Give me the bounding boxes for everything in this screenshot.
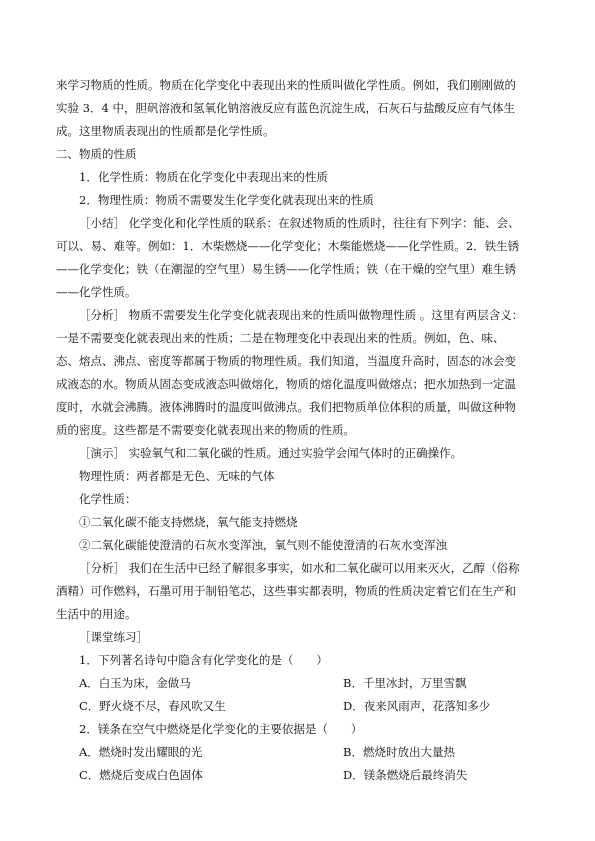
demo-physical-properties: 物理性质：两者都是无色、无味的气体: [79, 469, 275, 483]
question-2-option-a: A．燃烧时发出耀眼的光: [79, 745, 203, 759]
intro-line-2: 实验 3．4 中，胆矾溶液和氢氧化钠溶液反应有蓝色沉淀生成，石灰石与盐酸反应有气体生: [56, 101, 515, 115]
question-2-option-b: B．燃烧时放出大量热: [343, 745, 455, 759]
analysis1-line-5: 度时，水就会沸腾。液体沸腾时的温度叫做沸点。我们把物质单位体积的质量，叫做这种物: [56, 400, 516, 414]
question-1-stem: 1．下列著名诗句中隐含有化学变化的是（ ）: [79, 653, 328, 667]
question-2-option-c: C．燃烧后变成白色固体: [79, 768, 203, 782]
question-2-stem: 2．镁条在空气中燃烧是化学变化的主要依据是（ ）: [79, 722, 363, 736]
summary-line-4: ——化学性质。: [56, 285, 137, 299]
analysis1-line-2: 一是不需要变化就表现出来的性质；二是在物理变化中表现出来的性质。例如，色、味、: [56, 331, 505, 345]
question-2-option-d: D．镁条燃烧后最终消失: [343, 768, 468, 782]
analysis2-line-3: 生活中的用途。: [56, 607, 137, 621]
summary-line-3: ——化学变化；铁（在潮湿的空气里）易生锈——化学性质；铁（在干燥的空气里）难生锈: [56, 262, 516, 276]
exercise-heading: ［课堂练习］: [79, 630, 148, 644]
analysis2-line-2: 酒精）可作燃料，石墨可用于制铅笔芯，这些事实都表明，物质的性质决定着它们在生产和: [56, 584, 516, 598]
summary-line-2: 可以、易、难等。例如：1．木柴燃烧——化学变化；木柴能燃烧——化学性质。2．铁生锈: [56, 239, 520, 253]
question-1-option-d: D．夜来风雨声，花落知多少: [343, 699, 491, 713]
analysis1-line-4: 成液态的水。物质从固态变成液态叫做熔化，物质的熔化温度叫做熔点；把水加热到一定温: [56, 377, 516, 391]
definition-physical: 2．物理性质：物质不需要发生化学变化就表现出来的性质: [79, 193, 374, 207]
intro-line-3: 成。这里物质表现出的性质都是化学性质。: [56, 124, 275, 138]
analysis2-line-1: ［分析］ 我们在生活中已经了解很多事实，如水和二氧化碳可以用来灭火，乙醇（俗称: [79, 561, 520, 575]
question-1-option-a: A．白玉为床，金做马: [79, 676, 191, 690]
question-1-option-c: C．野火烧不尽，春风吹又生: [79, 699, 226, 713]
intro-line-1: 来学习物质的性质。物质在化学变化中表现出来的性质叫做化学性质。例如，我们刚刚做的: [56, 78, 516, 92]
demo-chemical-label: 化学性质：: [79, 492, 137, 506]
summary-line-1: ［小结］ 化学变化和化学性质的联系：在叙述物质的性质时，往往有下列字：能、会、: [79, 216, 520, 230]
section-heading: 二、物质的性质: [56, 147, 137, 161]
definition-chemical: 1．化学性质：物质在化学变化中表现出来的性质: [79, 170, 328, 184]
analysis1-line-1: ［分析］ 物质不需要发生化学变化就表现出来的性质叫做物理性质 。这里有两层含义：: [79, 308, 524, 322]
question-1-option-b: B．千里冰封，万里雪飘: [343, 676, 467, 690]
demo-item-2: ②二氧化碳能使澄清的石灰水变浑浊，氧气则不能使澄清的石灰水变浑浊: [79, 538, 447, 552]
demo-intro: ［演示］ 实验氧气和二氧化碳的性质。通过实验学会闻气体时的正确操作。: [79, 446, 463, 460]
analysis1-line-3: 态、熔点、沸点、密度等都属于物质的物理性质。我们知道，当温度升高时，固态的冰会变: [56, 354, 516, 368]
demo-item-1: ①二氧化碳不能支持燃烧，氧气能支持燃烧: [79, 515, 298, 529]
analysis1-line-6: 质的密度。这些都是不需要变化就表现出来的物质的性质。: [56, 423, 355, 437]
